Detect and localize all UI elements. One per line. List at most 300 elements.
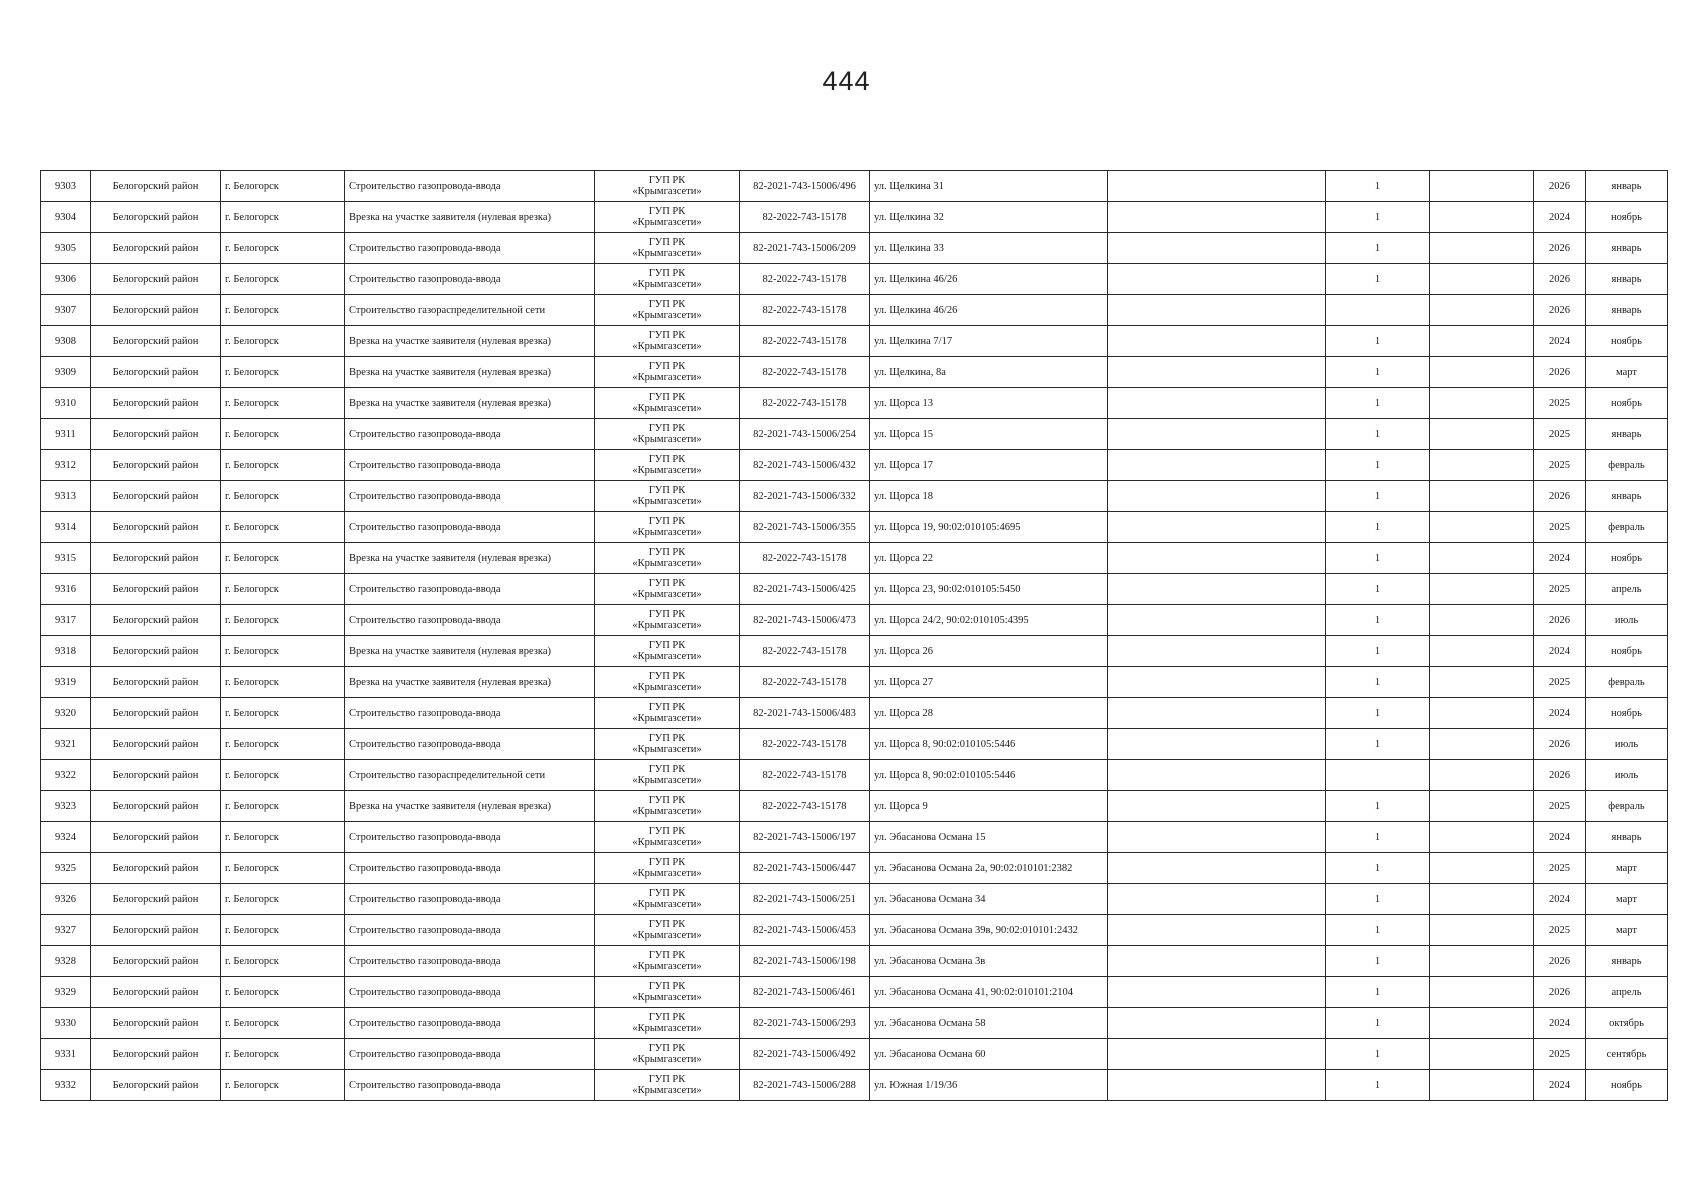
organization-line-1: ГУП РК (648, 826, 686, 837)
organization-line-1: ГУП РК (648, 578, 686, 589)
organization-line-2: «Крымгазсети» (632, 341, 702, 352)
city-cell: г. Белогорск (221, 915, 345, 946)
month-cell: февраль (1586, 512, 1668, 543)
address-cell: ул. Щелкина 7/17 (870, 326, 1108, 357)
organization-line-2: «Крымгазсети» (632, 372, 702, 383)
city-cell: г. Белогорск (221, 512, 345, 543)
extra-cell (1108, 977, 1326, 1008)
work-type-cell: Строительство газопровода-ввода (345, 233, 595, 264)
row-number-cell: 9314 (41, 512, 91, 543)
table-row (41, 1039, 1668, 1070)
work-type-cell: Строительство газопровода-ввода (345, 1039, 595, 1070)
month-cell: ноябрь (1586, 1070, 1668, 1101)
organization-line-1: ГУП РК (648, 981, 686, 992)
address-cell: ул. Щорса 17 (870, 450, 1108, 481)
blank-cell (1430, 419, 1534, 450)
extra-cell (1108, 171, 1326, 202)
request-code-cell: 82-2021-743-15006/197 (740, 822, 870, 853)
month-cell: март (1586, 853, 1668, 884)
work-type-cell: Строительство газопровода-ввода (345, 264, 595, 295)
city-cell: г. Белогорск (221, 729, 345, 760)
year-cell: 2025 (1534, 1039, 1586, 1070)
request-code-cell: 82-2021-743-15006/293 (740, 1008, 870, 1039)
extra-cell (1108, 1008, 1326, 1039)
request-code-cell: 82-2021-743-15006/288 (740, 1070, 870, 1101)
organization-cell (595, 357, 740, 388)
blank-cell (1430, 326, 1534, 357)
month-cell: июль (1586, 605, 1668, 636)
row-number-cell: 9327 (41, 915, 91, 946)
table-row (41, 636, 1668, 667)
extra-cell (1108, 698, 1326, 729)
request-code-cell: 82-2022-743-15178 (740, 326, 870, 357)
organization-line-1: ГУП РК (648, 392, 686, 403)
quantity-cell: 1 (1326, 481, 1430, 512)
row-number-cell: 9326 (41, 884, 91, 915)
blank-cell (1430, 977, 1534, 1008)
table-row (41, 388, 1668, 419)
blank-cell (1430, 264, 1534, 295)
request-code-cell: 82-2022-743-15178 (740, 357, 870, 388)
quantity-cell: 1 (1326, 543, 1430, 574)
work-type-cell: Строительство газопровода-ввода (345, 512, 595, 543)
table-row (41, 171, 1668, 202)
organization-line-2: «Крымгазсети» (632, 651, 702, 662)
quantity-cell: 1 (1326, 729, 1430, 760)
organization-line-2: «Крымгазсети» (632, 527, 702, 538)
row-number-cell: 9332 (41, 1070, 91, 1101)
organization-cell (595, 760, 740, 791)
address-cell: ул. Щелкина 32 (870, 202, 1108, 233)
extra-cell (1108, 357, 1326, 388)
request-code-cell: 82-2021-743-15006/355 (740, 512, 870, 543)
organization-line-2: «Крымгазсети» (632, 837, 702, 848)
quantity-cell: 1 (1326, 419, 1430, 450)
quantity-cell: 1 (1326, 946, 1430, 977)
registry-table (40, 170, 1668, 1101)
extra-cell (1108, 946, 1326, 977)
blank-cell (1430, 698, 1534, 729)
blank-cell (1430, 1039, 1534, 1070)
organization-cell (595, 605, 740, 636)
city-cell: г. Белогорск (221, 853, 345, 884)
organization-line-2: «Крымгазсети» (632, 930, 702, 941)
table-row (41, 760, 1668, 791)
month-cell: сентябрь (1586, 1039, 1668, 1070)
organization-cell (595, 574, 740, 605)
request-code-cell: 82-2021-743-15006/425 (740, 574, 870, 605)
organization-line-1: ГУП РК (648, 888, 686, 899)
address-cell: ул. Эбасанова Османа 39в, 90:02:010101:2432 (870, 915, 1108, 946)
district-cell: Белогорский район (91, 512, 221, 543)
month-cell: февраль (1586, 450, 1668, 481)
blank-cell (1430, 1070, 1534, 1101)
year-cell: 2024 (1534, 1070, 1586, 1101)
year-cell: 2024 (1534, 543, 1586, 574)
table-row (41, 295, 1668, 326)
year-cell: 2026 (1534, 481, 1586, 512)
table-row (41, 543, 1668, 574)
city-cell: г. Белогорск (221, 419, 345, 450)
table-row (41, 977, 1668, 1008)
city-cell: г. Белогорск (221, 1070, 345, 1101)
request-code-cell: 82-2022-743-15178 (740, 760, 870, 791)
district-cell: Белогорский район (91, 636, 221, 667)
city-cell: г. Белогорск (221, 264, 345, 295)
extra-cell (1108, 636, 1326, 667)
request-code-cell: 82-2022-743-15178 (740, 543, 870, 574)
city-cell: г. Белогорск (221, 357, 345, 388)
organization-line-1: ГУП РК (648, 423, 686, 434)
row-number-cell: 9318 (41, 636, 91, 667)
quantity-cell: 1 (1326, 667, 1430, 698)
quantity-cell: 1 (1326, 822, 1430, 853)
blank-cell (1430, 512, 1534, 543)
quantity-cell: 1 (1326, 233, 1430, 264)
address-cell: ул. Щорса 18 (870, 481, 1108, 512)
extra-cell (1108, 233, 1326, 264)
blank-cell (1430, 760, 1534, 791)
page-number: 444 (822, 66, 871, 96)
district-cell: Белогорский район (91, 791, 221, 822)
organization-cell (595, 977, 740, 1008)
address-cell: ул. Южная 1/19/36 (870, 1070, 1108, 1101)
quantity-cell: 1 (1326, 884, 1430, 915)
city-cell: г. Белогорск (221, 760, 345, 791)
extra-cell (1108, 1070, 1326, 1101)
table-row (41, 946, 1668, 977)
month-cell: апрель (1586, 574, 1668, 605)
work-type-cell: Врезка на участке заявителя (нулевая врезка) (345, 202, 595, 233)
quantity-cell (1326, 295, 1430, 326)
organization-line-1: ГУП РК (648, 206, 686, 217)
table-row (41, 1008, 1668, 1039)
organization-line-2: «Крымгазсети» (632, 310, 702, 321)
organization-line-1: ГУП РК (648, 485, 686, 496)
address-cell: ул. Щорса 8, 90:02:010105:5446 (870, 729, 1108, 760)
blank-cell (1430, 667, 1534, 698)
work-type-cell: Строительство газопровода-ввода (345, 481, 595, 512)
organization-line-2: «Крымгазсети» (632, 589, 702, 600)
row-number-cell: 9331 (41, 1039, 91, 1070)
table-row (41, 729, 1668, 760)
city-cell: г. Белогорск (221, 450, 345, 481)
organization-line-1: ГУП РК (648, 299, 686, 310)
row-number-cell: 9319 (41, 667, 91, 698)
organization-line-2: «Крымгазсети» (632, 775, 702, 786)
organization-cell (595, 698, 740, 729)
table-row (41, 698, 1668, 729)
district-cell: Белогорский район (91, 1008, 221, 1039)
row-number-cell: 9322 (41, 760, 91, 791)
district-cell: Белогорский район (91, 171, 221, 202)
year-cell: 2026 (1534, 729, 1586, 760)
quantity-cell: 1 (1326, 791, 1430, 822)
table-row (41, 574, 1668, 605)
address-cell: ул. Щорса 15 (870, 419, 1108, 450)
address-cell: ул. Щелкина, 8а (870, 357, 1108, 388)
organization-line-2: «Крымгазсети» (632, 279, 702, 290)
organization-line-2: «Крымгазсети» (632, 248, 702, 259)
year-cell: 2024 (1534, 326, 1586, 357)
year-cell: 2024 (1534, 1008, 1586, 1039)
extra-cell (1108, 729, 1326, 760)
district-cell: Белогорский район (91, 543, 221, 574)
work-type-cell: Врезка на участке заявителя (нулевая врезка) (345, 543, 595, 574)
blank-cell (1430, 388, 1534, 419)
month-cell: январь (1586, 481, 1668, 512)
district-cell: Белогорский район (91, 233, 221, 264)
request-code-cell: 82-2021-743-15006/432 (740, 450, 870, 481)
address-cell: ул. Щорса 26 (870, 636, 1108, 667)
city-cell: г. Белогорск (221, 884, 345, 915)
row-number-cell: 9304 (41, 202, 91, 233)
city-cell: г. Белогорск (221, 822, 345, 853)
organization-line-2: «Крымгазсети» (632, 992, 702, 1003)
address-cell: ул. Щелкина 46/26 (870, 295, 1108, 326)
district-cell: Белогорский район (91, 450, 221, 481)
address-cell: ул. Щорса 22 (870, 543, 1108, 574)
row-number-cell: 9317 (41, 605, 91, 636)
work-type-cell: Врезка на участке заявителя (нулевая врезка) (345, 791, 595, 822)
year-cell: 2024 (1534, 884, 1586, 915)
row-number-cell: 9325 (41, 853, 91, 884)
row-number-cell: 9310 (41, 388, 91, 419)
row-number-cell: 9313 (41, 481, 91, 512)
row-number-cell: 9307 (41, 295, 91, 326)
blank-cell (1430, 171, 1534, 202)
request-code-cell: 82-2021-743-15006/332 (740, 481, 870, 512)
table-row (41, 791, 1668, 822)
address-cell: ул. Щорса 9 (870, 791, 1108, 822)
row-number-cell: 9321 (41, 729, 91, 760)
blank-cell (1430, 884, 1534, 915)
city-cell: г. Белогорск (221, 326, 345, 357)
request-code-cell: 82-2022-743-15178 (740, 388, 870, 419)
quantity-cell: 1 (1326, 1008, 1430, 1039)
organization-line-1: ГУП РК (648, 547, 686, 558)
table-body (41, 171, 1668, 1101)
city-cell: г. Белогорск (221, 667, 345, 698)
request-code-cell: 82-2021-743-15006/254 (740, 419, 870, 450)
extra-cell (1108, 1039, 1326, 1070)
organization-line-2: «Крымгазсети» (632, 620, 702, 631)
blank-cell (1430, 450, 1534, 481)
extra-cell (1108, 295, 1326, 326)
year-cell: 2026 (1534, 760, 1586, 791)
quantity-cell: 1 (1326, 853, 1430, 884)
quantity-cell: 1 (1326, 915, 1430, 946)
organization-cell (595, 667, 740, 698)
table-row (41, 884, 1668, 915)
blank-cell (1430, 605, 1534, 636)
organization-cell (595, 419, 740, 450)
table-row (41, 822, 1668, 853)
work-type-cell: Строительство газопровода-ввода (345, 729, 595, 760)
organization-cell (595, 946, 740, 977)
organization-line-1: ГУП РК (648, 1012, 686, 1023)
organization-line-2: «Крымгазсети» (632, 217, 702, 228)
month-cell: март (1586, 915, 1668, 946)
quantity-cell: 1 (1326, 1070, 1430, 1101)
blank-cell (1430, 791, 1534, 822)
city-cell: г. Белогорск (221, 543, 345, 574)
organization-line-1: ГУП РК (648, 268, 686, 279)
organization-line-2: «Крымгазсети» (632, 713, 702, 724)
organization-line-1: ГУП РК (648, 671, 686, 682)
extra-cell (1108, 481, 1326, 512)
organization-cell (595, 481, 740, 512)
request-code-cell: 82-2021-743-15006/483 (740, 698, 870, 729)
table-row (41, 264, 1668, 295)
request-code-cell: 82-2022-743-15178 (740, 295, 870, 326)
address-cell: ул. Эбасанова Османа 41, 90:02:010101:2104 (870, 977, 1108, 1008)
month-cell: ноябрь (1586, 543, 1668, 574)
table-row (41, 419, 1668, 450)
request-code-cell: 82-2021-743-15006/447 (740, 853, 870, 884)
request-code-cell: 82-2021-743-15006/209 (740, 233, 870, 264)
row-number-cell: 9303 (41, 171, 91, 202)
row-number-cell: 9323 (41, 791, 91, 822)
address-cell: ул. Щорса 19, 90:02:010105:4695 (870, 512, 1108, 543)
year-cell: 2025 (1534, 574, 1586, 605)
organization-cell (595, 450, 740, 481)
district-cell: Белогорский район (91, 884, 221, 915)
row-number-cell: 9311 (41, 419, 91, 450)
row-number-cell: 9305 (41, 233, 91, 264)
month-cell: июль (1586, 760, 1668, 791)
quantity-cell: 1 (1326, 202, 1430, 233)
organization-cell (595, 171, 740, 202)
organization-cell (595, 915, 740, 946)
organization-line-2: «Крымгазсети» (632, 868, 702, 879)
organization-cell (595, 388, 740, 419)
request-code-cell: 82-2022-743-15178 (740, 264, 870, 295)
request-code-cell: 82-2022-743-15178 (740, 202, 870, 233)
quantity-cell: 1 (1326, 264, 1430, 295)
work-type-cell: Строительство газопровода-ввода (345, 698, 595, 729)
year-cell: 2024 (1534, 636, 1586, 667)
blank-cell (1430, 729, 1534, 760)
year-cell: 2024 (1534, 698, 1586, 729)
month-cell: январь (1586, 419, 1668, 450)
city-cell: г. Белогорск (221, 1039, 345, 1070)
address-cell: ул. Щелкина 33 (870, 233, 1108, 264)
month-cell: январь (1586, 171, 1668, 202)
row-number-cell: 9312 (41, 450, 91, 481)
year-cell: 2026 (1534, 264, 1586, 295)
request-code-cell: 82-2021-743-15006/473 (740, 605, 870, 636)
organization-cell (595, 853, 740, 884)
organization-cell (595, 636, 740, 667)
organization-line-2: «Крымгазсети» (632, 682, 702, 693)
table-row (41, 512, 1668, 543)
organization-cell (595, 326, 740, 357)
blank-cell (1430, 202, 1534, 233)
work-type-cell: Строительство газопровода-ввода (345, 1008, 595, 1039)
request-code-cell: 82-2022-743-15178 (740, 636, 870, 667)
work-type-cell: Строительство газопровода-ввода (345, 171, 595, 202)
address-cell: ул. Щорса 24/2, 90:02:010105:4395 (870, 605, 1108, 636)
work-type-cell: Строительство газопровода-ввода (345, 1070, 595, 1101)
blank-cell (1430, 233, 1534, 264)
year-cell: 2025 (1534, 450, 1586, 481)
work-type-cell: Врезка на участке заявителя (нулевая врезка) (345, 636, 595, 667)
district-cell: Белогорский район (91, 295, 221, 326)
city-cell: г. Белогорск (221, 233, 345, 264)
city-cell: г. Белогорск (221, 202, 345, 233)
organization-line-1: ГУП РК (648, 361, 686, 372)
row-number-cell: 9316 (41, 574, 91, 605)
extra-cell (1108, 543, 1326, 574)
row-number-cell: 9330 (41, 1008, 91, 1039)
district-cell: Белогорский район (91, 326, 221, 357)
address-cell: ул. Эбасанова Османа 34 (870, 884, 1108, 915)
month-cell: февраль (1586, 667, 1668, 698)
extra-cell (1108, 574, 1326, 605)
request-code-cell: 82-2021-743-15006/461 (740, 977, 870, 1008)
work-type-cell: Строительство газопровода-ввода (345, 946, 595, 977)
work-type-cell: Строительство газопровода-ввода (345, 853, 595, 884)
organization-line-1: ГУП РК (648, 330, 686, 341)
district-cell: Белогорский район (91, 822, 221, 853)
extra-cell (1108, 605, 1326, 636)
district-cell: Белогорский район (91, 574, 221, 605)
blank-cell (1430, 543, 1534, 574)
district-cell: Белогорский район (91, 202, 221, 233)
month-cell: март (1586, 884, 1668, 915)
year-cell: 2025 (1534, 419, 1586, 450)
address-cell: ул. Щелкина 46/26 (870, 264, 1108, 295)
district-cell: Белогорский район (91, 667, 221, 698)
extra-cell (1108, 667, 1326, 698)
city-cell: г. Белогорск (221, 388, 345, 419)
city-cell: г. Белогорск (221, 636, 345, 667)
organization-cell (595, 202, 740, 233)
work-type-cell: Строительство газопровода-ввода (345, 884, 595, 915)
row-number-cell: 9308 (41, 326, 91, 357)
district-cell: Белогорский район (91, 1039, 221, 1070)
blank-cell (1430, 946, 1534, 977)
district-cell: Белогорский район (91, 760, 221, 791)
address-cell: ул. Щелкина 31 (870, 171, 1108, 202)
blank-cell (1430, 1008, 1534, 1039)
year-cell: 2024 (1534, 202, 1586, 233)
district-cell: Белогорский район (91, 264, 221, 295)
quantity-cell (1326, 760, 1430, 791)
city-cell: г. Белогорск (221, 946, 345, 977)
quantity-cell: 1 (1326, 171, 1430, 202)
work-type-cell: Строительство газопровода-ввода (345, 419, 595, 450)
address-cell: ул. Щорса 28 (870, 698, 1108, 729)
quantity-cell: 1 (1326, 636, 1430, 667)
table-row (41, 233, 1668, 264)
quantity-cell: 1 (1326, 512, 1430, 543)
row-number-cell: 9320 (41, 698, 91, 729)
organization-line-1: ГУП РК (648, 640, 686, 651)
row-number-cell: 9324 (41, 822, 91, 853)
work-type-cell: Врезка на участке заявителя (нулевая врезка) (345, 667, 595, 698)
year-cell: 2026 (1534, 357, 1586, 388)
table-row (41, 326, 1668, 357)
organization-cell (595, 233, 740, 264)
request-code-cell: 82-2022-743-15178 (740, 667, 870, 698)
organization-line-2: «Крымгазсети» (632, 434, 702, 445)
work-type-cell: Строительство газораспределительной сети (345, 760, 595, 791)
district-cell: Белогорский район (91, 388, 221, 419)
organization-cell (595, 791, 740, 822)
organization-line-1: ГУП РК (648, 237, 686, 248)
